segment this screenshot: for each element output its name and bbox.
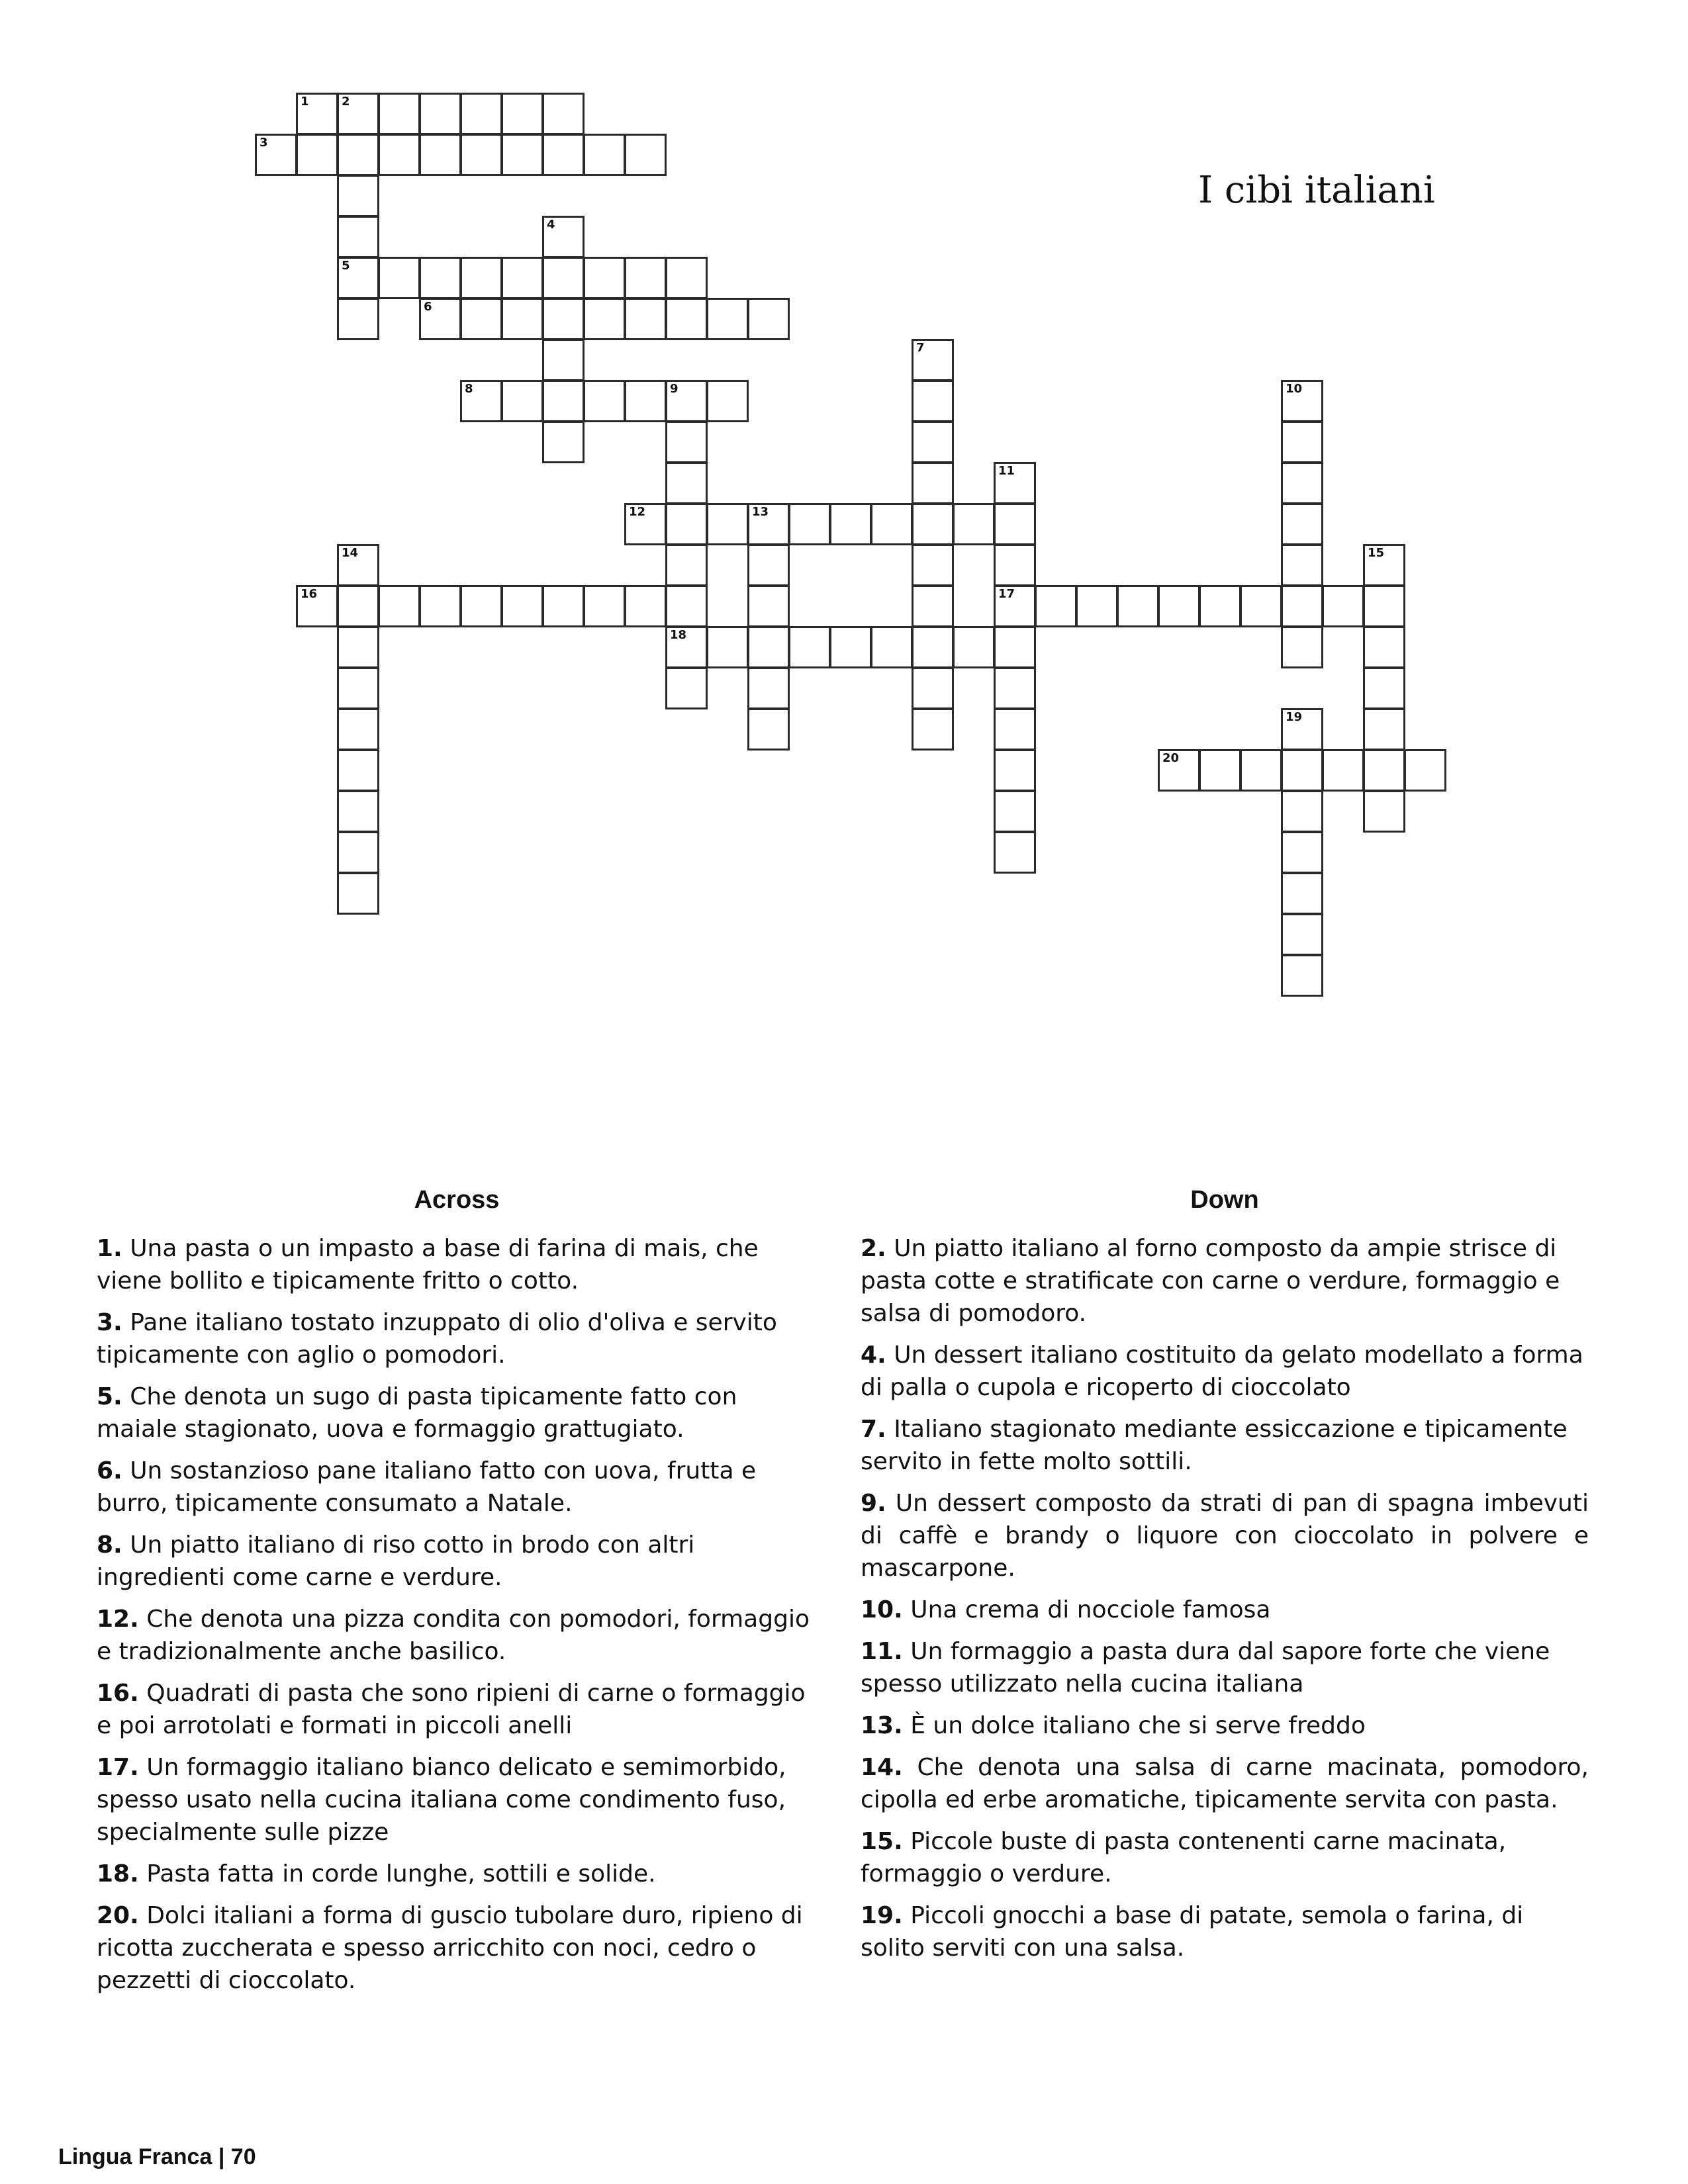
clue-text: Che denota una salsa di carne macinata, pomodoro, cipolla ed erbe aromatiche, tipicamente servita con pasta. [861,1754,1589,1813]
grid-cell[interactable] [994,544,1036,586]
across-clue-list [97,1232,818,2006]
clue-text: È un dolce italiano che si serve freddo [910,1712,1366,1739]
grid-cell[interactable] [1035,585,1077,627]
clue-number: 20. [97,1902,139,1929]
grid-cell[interactable] [337,544,379,586]
clue-number: 16 [301,587,318,601]
clue-number: 6. [97,1457,122,1484]
grid-cell[interactable] [460,585,502,627]
clue-number: 8. [97,1531,122,1559]
grid-cell[interactable] [542,421,585,463]
grid-cell[interactable] [912,380,954,422]
grid-cell[interactable] [1281,462,1323,504]
grid-cell[interactable] [501,585,543,627]
grid-cell[interactable] [1281,708,1323,751]
clue-text: Un dessert composto da strati di pan di spagna imbevuti di caffè e brandy o liquore con cioccolato in polvere e mascarpone. [861,1490,1589,1582]
grid-cell[interactable] [912,544,954,586]
across-clue [97,1455,818,1520]
grid-cell[interactable] [1240,749,1282,792]
grid-cell[interactable] [706,626,749,668]
grid-cell[interactable] [1281,585,1323,627]
grid-cell[interactable] [624,257,667,299]
grid-cell[interactable] [1363,667,1405,709]
clue-number: 12. [97,1606,139,1633]
grid-cell[interactable] [665,462,708,504]
clue-number: 4. [861,1342,886,1369]
down-clue [861,1825,1589,1890]
grid-cell[interactable] [665,667,708,709]
clue-number: 1 [301,95,309,109]
clue-number: 19. [861,1902,903,1929]
grid-cell[interactable] [1281,544,1323,586]
grid-cell[interactable] [1158,585,1200,627]
grid-cell[interactable] [542,93,585,135]
grid-cell[interactable] [583,298,626,340]
grid-cell[interactable] [501,298,543,340]
clue-number: 13 [752,505,769,519]
grid-cell[interactable] [583,585,626,627]
clue-text: Piccoli gnocchi a base di patate, semola o farina, di solito serviti con una salsa. [861,1902,1524,1962]
clue-number: 7 [916,341,925,355]
down-clue [861,1487,1589,1584]
grid-cell[interactable] [1363,790,1405,833]
grid-cell[interactable] [912,585,954,627]
down-heading: Down [1190,1186,1259,1214]
grid-cell[interactable] [460,380,502,422]
clue-number: 3 [259,136,268,150]
clue-text: Un piatto italiano al forno composto da ampie strisce di pasta cotte e stratificate con carne o verdure, formaggio e salsa di pomodoro. [861,1235,1560,1327]
clue-number: 9 [670,382,679,396]
across-heading: Across [414,1186,500,1214]
grid-cell[interactable] [829,626,872,668]
clue-number: 14 [342,546,359,560]
clue-text: Un formaggio italiano bianco delicato e semimorbido, spesso usato nella cucina italiana come condimento fuso, specialmente sulle pizze [97,1754,786,1846]
clue-text: Un piatto italiano di riso cotto in brodo con altri ingredienti come carne e verdure. [97,1531,695,1591]
across-clue [97,1751,818,1848]
grid-cell[interactable] [706,380,749,422]
grid-cell[interactable] [419,93,461,135]
grid-cell[interactable] [994,708,1036,751]
clue-number: 2. [861,1235,886,1262]
grid-cell[interactable] [788,626,831,668]
grid-cell[interactable] [337,93,379,135]
grid-cell[interactable] [912,667,954,709]
clue-number: 18 [670,628,687,642]
grid-cell[interactable] [460,257,502,299]
grid-cell[interactable] [912,421,954,463]
grid-cell[interactable] [1281,626,1323,668]
grid-cell[interactable] [419,298,461,340]
grid-cell[interactable] [624,298,667,340]
clue-text: Una pasta o un impasto a base di farina di mais, che viene bollito e tipicamente fritto o cotto. [97,1235,759,1295]
grid-cell[interactable] [1281,421,1323,463]
grid-cell[interactable] [337,175,379,217]
clue-number: 18. [97,1860,139,1888]
clue-number: 9. [861,1490,886,1517]
grid-cell[interactable] [460,298,502,340]
across-clue [97,1306,818,1371]
clue-number: 19 [1286,710,1303,724]
grid-cell[interactable] [542,585,585,627]
grid-cell[interactable] [1404,749,1446,792]
clue-number: 10 [1286,382,1303,396]
clue-number: 10. [861,1596,903,1623]
grid-cell[interactable] [665,544,708,586]
grid-cell[interactable] [337,298,379,340]
grid-cell[interactable] [542,257,585,299]
grid-cell[interactable] [583,257,626,299]
grid-cell[interactable] [1281,380,1323,422]
grid-cell[interactable] [337,667,379,709]
grid-cell[interactable] [337,790,379,833]
grid-cell[interactable] [337,708,379,751]
grid-cell[interactable] [912,339,954,381]
grid-cell[interactable] [870,626,913,668]
grid-cell[interactable] [912,708,954,751]
grid-cell[interactable] [665,257,708,299]
page-title: I cibi italiani [1198,169,1435,212]
grid-cell[interactable] [1240,585,1282,627]
clue-number: 14. [861,1754,903,1781]
grid-cell[interactable] [501,257,543,299]
clue-text: Un formaggio a pasta dura dal sapore forte che viene spesso utilizzato nella cucina italiana [861,1638,1550,1698]
grid-cell[interactable] [706,298,749,340]
grid-cell[interactable] [419,134,461,176]
grid-cell[interactable] [747,544,790,586]
page-footer [58,2144,256,2170]
grid-cell[interactable] [337,831,379,874]
clue-number: 16. [97,1680,139,1707]
grid-cell[interactable] [378,93,420,135]
grid-cell[interactable] [1363,626,1405,668]
clue-number: 12 [629,505,646,519]
down-clue [861,1339,1589,1404]
grid-cell[interactable] [296,93,338,135]
grid-cell[interactable] [1363,585,1405,627]
down-clue [861,1635,1589,1700]
grid-cell[interactable] [953,503,995,545]
across-clue [97,1858,818,1890]
grid-cell[interactable] [912,626,954,668]
clue-number: 7. [861,1416,886,1443]
grid-cell[interactable] [460,93,502,135]
grid-cell[interactable] [501,93,543,135]
grid-cell[interactable] [337,257,379,299]
grid-cell[interactable] [501,380,543,422]
publication-name: Lingua Franca [58,2144,212,2169]
grid-cell[interactable] [1281,831,1323,874]
grid-cell[interactable] [747,667,790,709]
grid-cell[interactable] [665,626,708,668]
grid-cell[interactable] [994,667,1036,709]
grid-cell[interactable] [501,134,543,176]
grid-cell[interactable] [583,380,626,422]
clue-text: Piccole buste di pasta contenenti carne macinata, formaggio o verdure. [861,1828,1507,1888]
clue-number: 1. [97,1235,122,1262]
clue-number: 6 [424,300,432,314]
grid-cell[interactable] [337,626,379,668]
grid-cell[interactable] [912,503,954,545]
grid-cell[interactable] [624,585,667,627]
clue-text: Un sostanzioso pane italiano fatto con uova, frutta e burro, tipicamente consumato a Natale. [97,1457,757,1517]
grid-cell[interactable] [419,257,461,299]
grid-cell[interactable] [912,462,954,504]
clue-number: 17 [998,587,1015,601]
grid-cell[interactable] [1076,585,1118,627]
grid-cell[interactable] [624,134,667,176]
grid-cell[interactable] [665,298,708,340]
grid-cell[interactable] [255,134,297,176]
clue-number: 2 [342,95,350,109]
grid-cell[interactable] [747,298,790,340]
clue-number: 15 [1368,546,1385,560]
grid-cell[interactable] [1363,544,1405,586]
clue-number: 5 [342,259,350,273]
grid-cell[interactable] [419,585,461,627]
grid-cell[interactable] [1199,585,1241,627]
grid-cell[interactable] [460,134,502,176]
grid-cell[interactable] [1363,708,1405,751]
grid-cell[interactable] [994,585,1036,627]
grid-cell[interactable] [747,503,790,545]
grid-cell[interactable] [788,503,831,545]
grid-cell[interactable] [665,421,708,463]
clue-number: 11 [998,464,1015,478]
grid-cell[interactable] [706,503,749,545]
clue-number: 4 [547,218,555,232]
grid-cell[interactable] [624,380,667,422]
clue-number: 20 [1162,751,1180,765]
clue-number: 13. [861,1712,903,1739]
clue-number: 15. [861,1828,903,1855]
grid-cell[interactable] [542,134,585,176]
down-clue [861,1232,1589,1330]
clue-text: Pane italiano tostato inzuppato di olio d'oliva e servito tipicamente con aglio o pomodori. [97,1309,777,1369]
grid-cell[interactable] [747,626,790,668]
down-clue-list [861,1232,1589,1974]
grid-cell[interactable] [665,585,708,627]
grid-cell[interactable] [829,503,872,545]
across-clue [97,1529,818,1594]
down-clue [861,1594,1589,1626]
grid-cell[interactable] [870,503,913,545]
across-clue [97,1381,818,1445]
grid-cell[interactable] [994,462,1036,504]
clue-number: 5. [97,1383,122,1410]
across-clue [97,1677,818,1742]
grid-cell[interactable] [542,380,585,422]
grid-cell[interactable] [1281,954,1323,997]
grid-cell[interactable] [1322,749,1364,792]
clue-number: 11. [861,1638,903,1665]
grid-cell[interactable] [953,626,995,668]
clue-number: 8 [465,382,473,396]
clue-number: 3. [97,1309,122,1336]
grid-cell[interactable] [1281,872,1323,915]
grid-cell[interactable] [542,216,585,258]
clue-text: Una crema di nocciole famosa [910,1596,1271,1623]
grid-cell[interactable] [1158,749,1200,792]
grid-cell[interactable] [1322,585,1364,627]
grid-cell[interactable] [378,257,420,299]
grid-cell[interactable] [1363,749,1405,792]
down-clue [861,1751,1589,1816]
clue-text: Dolci italiani a forma di guscio tubolare duro, ripieno di ricotta zuccherata e spesso arricchito con noci, cedro o pezzetti di cioccolato. [97,1902,803,1994]
grid-cell[interactable] [1281,913,1323,956]
grid-cell[interactable] [665,380,708,422]
grid-cell[interactable] [337,134,379,176]
grid-cell[interactable] [337,749,379,792]
down-clue [861,1709,1589,1742]
across-clue [97,1232,818,1297]
grid-cell[interactable] [994,626,1036,668]
grid-cell[interactable] [1117,585,1159,627]
clue-number: 17. [97,1754,139,1781]
clue-text: Che denota un sugo di pasta tipicamente fatto con maiale stagionato, uova e formaggio grattugiato. [97,1383,737,1443]
clue-text: Quadrati di pasta che sono ripieni di carne o formaggio e poi arrotolati e formati in piccoli anelli [97,1680,806,1739]
clue-text: Un dessert italiano costituito da gelato modellato a forma di palla o cupola e ricoperto di cioccolato [861,1342,1583,1401]
grid-cell[interactable] [296,585,338,627]
grid-cell[interactable] [624,503,667,545]
grid-cell[interactable] [542,339,585,381]
grid-cell[interactable] [994,831,1036,874]
grid-cell[interactable] [994,503,1036,545]
grid-cell[interactable] [747,585,790,627]
across-clue [97,1899,818,1997]
grid-cell[interactable] [583,134,626,176]
down-clue [861,1413,1589,1478]
grid-cell[interactable] [747,708,790,751]
grid-cell[interactable] [296,134,338,176]
grid-cell[interactable] [337,872,379,915]
grid-cell[interactable] [1199,749,1241,792]
grid-cell[interactable] [1281,749,1323,792]
clue-text: Pasta fatta in corde lunghe, sottili e solide. [146,1860,656,1888]
grid-cell[interactable] [378,585,420,627]
grid-cell[interactable] [542,298,585,340]
grid-cell[interactable] [1281,790,1323,833]
grid-cell[interactable] [665,503,708,545]
footer-separator: | [218,2144,225,2169]
grid-cell[interactable] [337,216,379,258]
across-clue [97,1603,818,1668]
grid-cell[interactable] [994,790,1036,833]
clue-text: Che denota una pizza condita con pomodori, formaggio e tradizionalmente anche basilico. [97,1606,810,1665]
grid-cell[interactable] [994,749,1036,792]
clue-text: Italiano stagionato mediante essiccazione e tipicamente servito in fette molto sottili. [861,1416,1568,1475]
down-clue [861,1899,1589,1964]
grid-cell[interactable] [1281,503,1323,545]
grid-cell[interactable] [378,134,420,176]
grid-cell[interactable] [337,585,379,627]
page-number: 70 [230,2144,256,2169]
